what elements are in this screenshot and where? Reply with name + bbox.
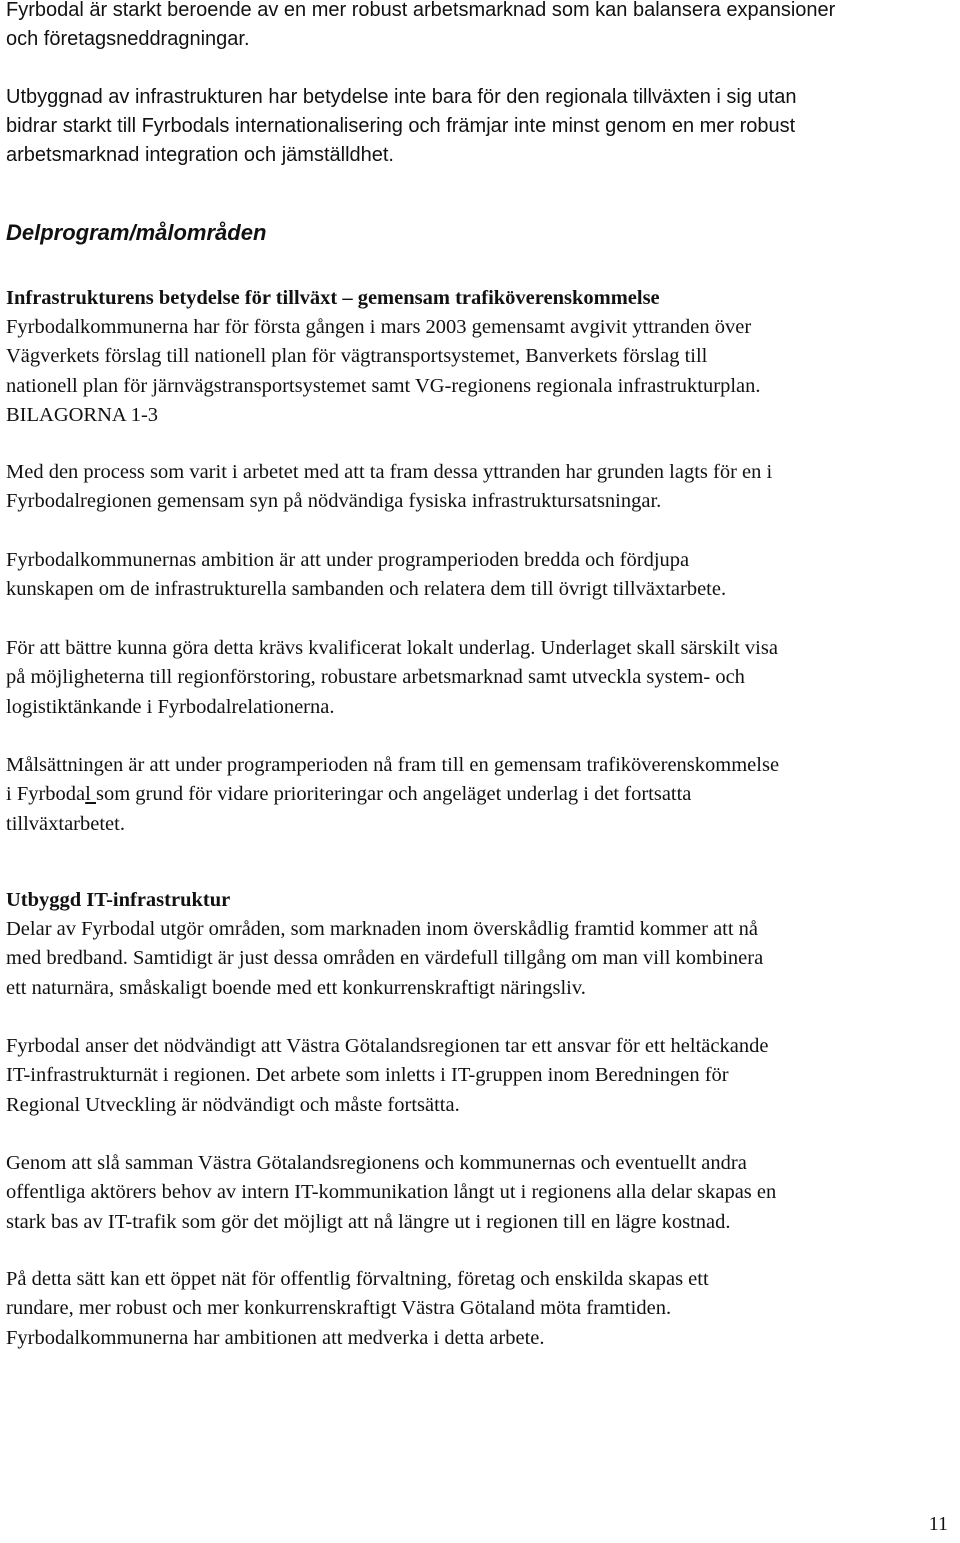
intro-paragraph-1: Fyrbodal är starkt beroende av en mer robust arbetsmarknad som kan balansera expansioner och företagsneddragningar. (6, 0, 836, 50)
page-number: 11 (928, 1513, 948, 1535)
infra-paragraph-5 (6, 751, 958, 839)
infra-paragraph-5-start: Målsättningen är att under programperioden nå fram till en gemensam trafiköverenskommelse i Fyrboda (6, 754, 780, 806)
infra-paragraph-5-end: som grund för vidare prioriteringar och angeläget underlag i det fortsatta tillväxtarbetet. (6, 783, 692, 835)
infra-paragraph-3: Fyrbodalkommunernas ambition är att under programperioden bredda och fördjupa kunskapen om de infrastrukturella sambanden och relatera dem till övrigt tillväxtarbete. (6, 549, 727, 601)
it-paragraph-3: Genom att slå samman Västra Götalandsregionens och kommunernas och eventuellt andra offentliga aktörers behov av intern IT-kommunikation långt ut i regionens alla delar skapas en stark bas av IT-trafik som gör det möjligt att nå längre ut i regionen till en lägre kostnad. (6, 1152, 777, 1233)
it-paragraph-2: Fyrbodal anser det nödvändigt att Västra Götalandsregionen tar ett ansvar för ett heltäckande IT-infrastrukturnät i regionen. Det arbete som inletts i IT-gruppen inom Beredningen för Regional Utveckling är nödvändigt och måste fortsätta. (6, 1035, 769, 1116)
it-paragraph-4: På detta sätt kan ett öppet nät för offentlig förvaltning, företag och enskilda skapas ett rundare, mer robust och mer konkurrenskraftigt Västra Götaland möta framtiden. Fyrbodalkommunerna har ambitionen att medverka i detta arbete. (6, 1268, 709, 1349)
section-heading: Delprogram/målområden (6, 220, 267, 245)
it-paragraph-1: Delar av Fyrbodal utgör områden, som marknaden inom överskådlig framtid kommer att nå med bredband. Samtidigt är just dessa områden en värdefull tillgång om man vill kombinera ett naturnära, småskaligt boende med ett konkurrenskraftigt näringsliv. (6, 918, 764, 999)
infra-paragraph-5-underlined: l (85, 783, 96, 806)
intro-paragraph-2: Utbyggnad av infrastrukturen har betydelse inte bara för den regionala tillväxten i sig utan bidrar starkt till Fyrbodals internationalisering och främjar inte minst genom en mer robust arbetsmarknad integration och jämställdhet. (6, 86, 797, 166)
infra-heading: Infrastrukturens betydelse för tillväxt – gemensam trafiköverenskommelse (6, 287, 660, 309)
it-heading: Utbyggd IT-infrastruktur (6, 889, 231, 911)
infra-paragraph-2: Med den process som varit i arbetet med att ta fram dessa yttranden har grunden lagts för en i Fyrbodalregionen gemensam syn på nödvändiga fysiska infrastruktursatsningar. (6, 461, 773, 513)
infra-paragraph-4: För att bättre kunna göra detta krävs kvalificerat lokalt underlag. Underlaget skall särskilt visa på möjligheterna till regionförstoring, robustare arbetsmarknad samt utveckla system- och logistiktänkande i Fyrbodalrelationerna. (6, 637, 778, 718)
infra-paragraph-1: Fyrbodalkommunerna har för första gången i mars 2003 gemensamt avgivit yttranden över Vägverkets förslag till nationell plan för vägtransportsystemet, Banverkets förslag till nationell plan för järnvägstransportsystemet samt VG-regionens regionala infrastrukturplan. BILAGORNA 1-3 (6, 316, 761, 426)
